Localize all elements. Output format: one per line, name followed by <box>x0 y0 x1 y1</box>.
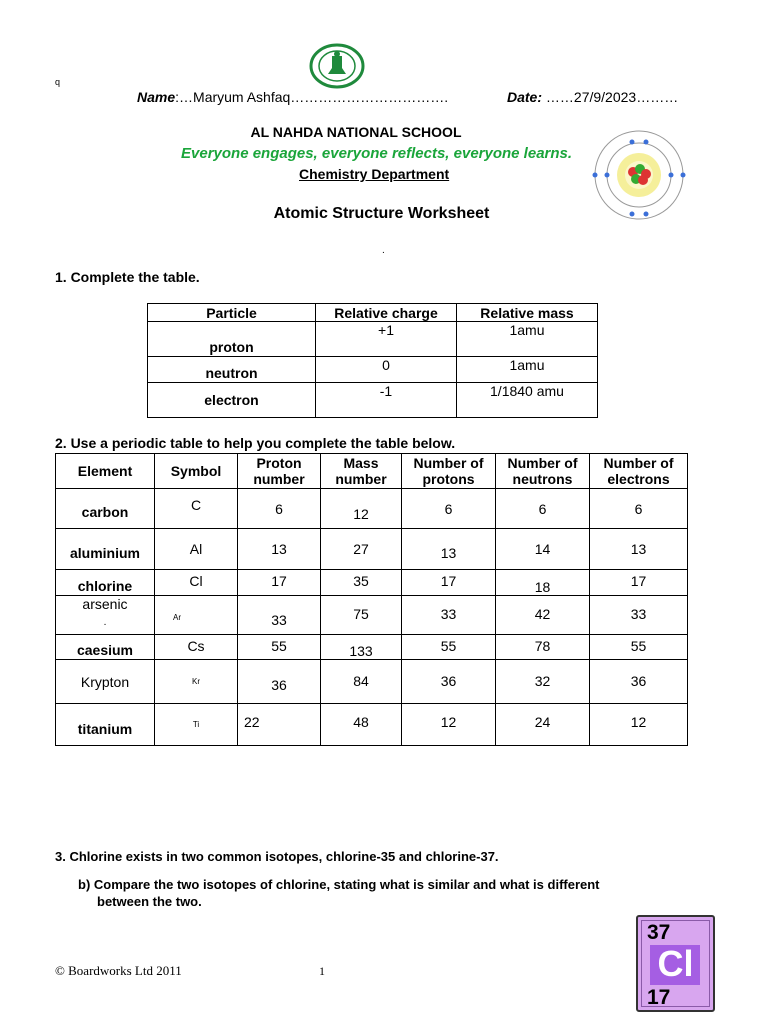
worksheet-title: Atomic Structure Worksheet <box>273 205 490 222</box>
proton-cell[interactable]: 13 <box>238 529 321 570</box>
particle-cell: proton <box>148 322 316 357</box>
symbol-cell[interactable]: Cs <box>155 635 238 660</box>
mass-cell[interactable]: 35 <box>321 570 402 596</box>
charge-cell[interactable]: 0 <box>316 357 457 383</box>
mass-cell[interactable]: 48 <box>321 704 402 746</box>
page-number: 1 <box>319 964 325 978</box>
charge-cell[interactable]: -1 <box>316 383 457 418</box>
electrons-cell[interactable]: 12 <box>590 704 688 746</box>
protons-cell[interactable]: 36 <box>402 660 496 704</box>
table-row <box>56 570 688 596</box>
proton-cell[interactable]: 6 <box>238 489 321 529</box>
symbol-cell[interactable]: Ti <box>155 704 238 746</box>
element-cell: Krypton <box>56 660 155 704</box>
particle-cell: electron <box>148 383 316 418</box>
card-symbol: Cl <box>657 943 694 984</box>
element-cell: carbon <box>56 489 155 529</box>
table-row <box>56 489 688 529</box>
column-header: Mass number <box>321 454 402 489</box>
question-3-prompt: 3. Chlorine exists in two common isotopes, chlorine-35 and chlorine-37. <box>55 849 499 864</box>
element-cell <box>56 596 155 635</box>
mass-cell[interactable]: 12 <box>321 489 402 529</box>
mass-cell[interactable]: 1amu <box>457 322 598 357</box>
question-2-prompt: 2. Use a periodic table to help you complete the table below. <box>55 435 456 451</box>
date-value: ……27/9/2023……… <box>542 89 679 105</box>
proton-cell[interactable]: 36 <box>238 660 321 704</box>
column-header: Relative mass <box>457 304 598 322</box>
proton-cell[interactable]: 55 <box>238 635 321 660</box>
neutrons-cell[interactable]: 78 <box>496 635 590 660</box>
table-row <box>148 322 598 357</box>
electrons-cell[interactable]: 55 <box>590 635 688 660</box>
table-header-row <box>148 304 598 322</box>
protons-cell[interactable]: 13 <box>402 529 496 570</box>
protons-cell[interactable]: 55 <box>402 635 496 660</box>
neutrons-cell[interactable]: 14 <box>496 529 590 570</box>
particle-cell: neutron <box>148 357 316 383</box>
electrons-cell[interactable]: 13 <box>590 529 688 570</box>
protons-cell[interactable]: 33 <box>402 596 496 635</box>
neutrons-cell[interactable]: 24 <box>496 704 590 746</box>
element-cell: titanium <box>56 704 155 746</box>
table-row <box>148 383 598 418</box>
symbol-cell[interactable]: Cl <box>155 570 238 596</box>
question-3b-line-2: between the two. <box>97 894 202 909</box>
date-line <box>507 89 678 105</box>
table-row <box>56 529 688 570</box>
column-header: Proton number <box>238 454 321 489</box>
stray-dot: . <box>382 245 385 256</box>
electrons-cell[interactable]: 36 <box>590 660 688 704</box>
mass-cell[interactable]: 1/1840 amu <box>457 383 598 418</box>
card-mass-number: 37 <box>647 921 671 944</box>
column-header: Number of neutrons <box>496 454 590 489</box>
element-mark: . <box>103 617 107 628</box>
question-1-prompt: 1. Complete the table. <box>55 269 200 285</box>
element-name: arsenic <box>82 596 128 612</box>
proton-cell[interactable]: 33 <box>238 596 321 635</box>
mass-cell[interactable]: 27 <box>321 529 402 570</box>
school-name: AL NAHDA NATIONAL SCHOOL <box>250 124 462 140</box>
school-logo <box>308 42 366 90</box>
column-header: Number of protons <box>402 454 496 489</box>
particle-table <box>147 303 598 418</box>
electrons-cell[interactable]: 17 <box>590 570 688 596</box>
department: Chemistry Department <box>299 166 450 182</box>
mass-cell[interactable]: 133 <box>321 635 402 660</box>
table-header-row <box>56 454 688 489</box>
element-table <box>55 453 688 746</box>
column-header: Symbol <box>155 454 238 489</box>
table-row <box>56 635 688 660</box>
name-line <box>137 89 448 105</box>
question-3b-line-1: b) Compare the two isotopes of chlorine, stating what is similar and what is different <box>78 877 600 892</box>
neutrons-cell[interactable]: 18 <box>496 570 590 596</box>
table-row <box>56 660 688 704</box>
element-cell: aluminium <box>56 529 155 570</box>
electrons-cell[interactable]: 6 <box>590 489 688 529</box>
chlorine-37-card <box>636 915 715 1012</box>
protons-cell[interactable]: 12 <box>402 704 496 746</box>
charge-cell[interactable]: +1 <box>316 322 457 357</box>
card-atomic-number: 17 <box>647 986 671 1009</box>
element-cell: chlorine <box>56 570 155 596</box>
symbol-cell[interactable]: Al <box>155 529 238 570</box>
neutrons-cell[interactable]: 32 <box>496 660 590 704</box>
footer-copyright: © Boardworks Ltd 2011 <box>55 963 182 978</box>
stray-mark: q <box>55 77 61 87</box>
table-row <box>56 704 688 746</box>
protons-cell[interactable]: 17 <box>402 570 496 596</box>
school-motto: Everyone engages, everyone reflects, everyone learns. <box>181 145 573 162</box>
mass-cell[interactable]: 75 <box>321 596 402 635</box>
element-cell: caesium <box>56 635 155 660</box>
column-header: Element <box>56 454 155 489</box>
column-header: Relative charge <box>316 304 457 322</box>
symbol-cell[interactable]: Ar <box>155 596 238 635</box>
neutrons-cell[interactable]: 6 <box>496 489 590 529</box>
symbol-cell[interactable]: Kr <box>155 660 238 704</box>
proton-cell[interactable]: 17 <box>238 570 321 596</box>
name-value: :…Maryum Ashfaq……………………………. <box>175 89 449 105</box>
symbol-cell[interactable]: C <box>155 489 238 529</box>
electrons-cell[interactable]: 33 <box>590 596 688 635</box>
date-label: Date: <box>507 89 543 105</box>
column-header: Particle <box>148 304 316 322</box>
mass-cell[interactable]: 1amu <box>457 357 598 383</box>
name-label: Name <box>137 89 176 105</box>
proton-cell[interactable]: 22 <box>238 704 321 746</box>
neutrons-cell[interactable]: 42 <box>496 596 590 635</box>
table-row <box>56 596 688 635</box>
protons-cell[interactable]: 6 <box>402 489 496 529</box>
column-header: Number of electrons <box>590 454 688 489</box>
table-row <box>148 357 598 383</box>
mass-cell[interactable]: 84 <box>321 660 402 704</box>
